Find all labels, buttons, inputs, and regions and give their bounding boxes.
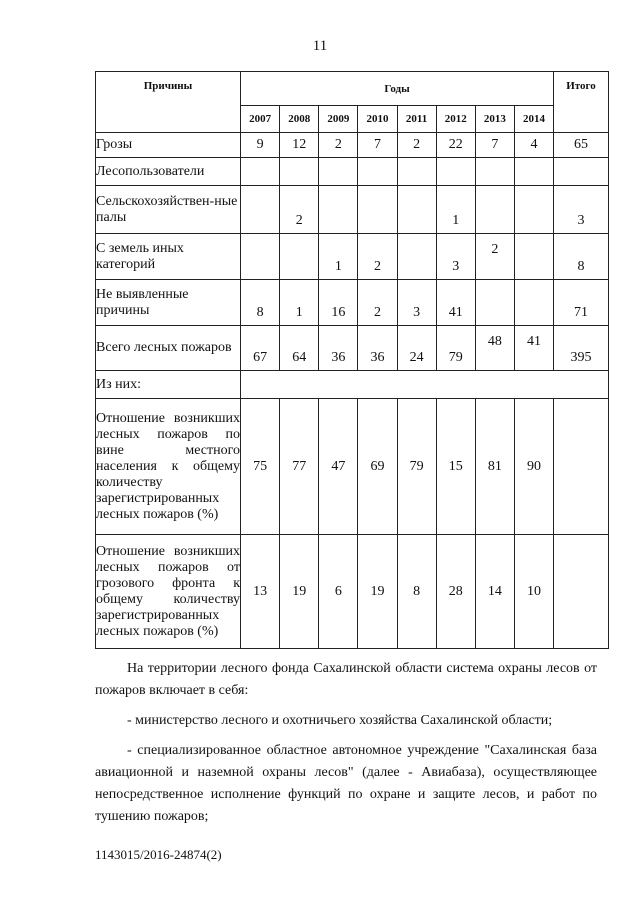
table-cell (241, 158, 280, 186)
table-cell: 19 (280, 535, 319, 649)
table-row (96, 158, 609, 186)
table-cell (475, 280, 514, 326)
table-cell: 16 (319, 280, 358, 326)
row-label: Из них: (96, 371, 241, 399)
table-cell (514, 234, 553, 280)
table-row (96, 399, 609, 535)
header-years: Годы (241, 72, 554, 106)
year-header: 2010 (358, 106, 397, 133)
table-cell: 79 (397, 399, 436, 535)
table-row (96, 186, 609, 234)
table-cell: 9 (241, 133, 280, 158)
table-cell: 36 (319, 326, 358, 371)
table-cell (514, 280, 553, 326)
table-cell: 2 (280, 186, 319, 234)
table-cell (319, 186, 358, 234)
table-cell: 1 (436, 186, 475, 234)
table-cell: 1 (280, 280, 319, 326)
table-cell: 24 (397, 326, 436, 371)
header-reasons: Причины (96, 72, 241, 133)
year-header: 2013 (475, 106, 514, 133)
row-label: Лесопользователи (96, 158, 241, 186)
row-total: 65 (554, 133, 609, 158)
table-cell: 48 (475, 326, 514, 371)
row-label: Отношение возникших лесных пожаров по вине местного населения к общему количеству зарегистрированных лесных пожаров (%) (96, 399, 241, 535)
forest-fire-causes-table (95, 71, 609, 649)
row-total (554, 399, 609, 535)
table-cell (397, 158, 436, 186)
year-header: 2014 (514, 106, 553, 133)
table-row (96, 326, 609, 371)
table-cell: 36 (358, 326, 397, 371)
table-cell: 81 (475, 399, 514, 535)
table-cell: 7 (358, 133, 397, 158)
table-cell (397, 186, 436, 234)
page-number: 11 (312, 38, 328, 54)
header-total: Итого (554, 72, 609, 133)
table-cell: 79 (436, 326, 475, 371)
table-cell: 8 (241, 280, 280, 326)
table-cell (475, 158, 514, 186)
row-total (554, 535, 609, 649)
table-row (96, 234, 609, 280)
table-cell: 67 (241, 326, 280, 371)
table-cell: 19 (358, 535, 397, 649)
table-cell: 10 (514, 535, 553, 649)
year-header: 2007 (241, 106, 280, 133)
row-label: Всего лесных пожаров (96, 326, 241, 371)
table-cell (280, 234, 319, 280)
table-cell (241, 186, 280, 234)
row-label: С земель иных категорий (96, 234, 241, 280)
table-cell: 22 (436, 133, 475, 158)
table-cell: 4 (514, 133, 553, 158)
body-paragraph: На территории лесного фонда Сахалинской области система охраны лесов от пожаров включает в себя: (95, 661, 597, 698)
table-cell: 69 (358, 399, 397, 535)
body-list-item: - специализированное областное автономное учреждение "Сахалинская база авиационной и наземной охраны лесов" (далее - Авиабаза), осуществляющее непосредственное исполнение функций по охране и защите лесов, и работ по тушению пожаров; (95, 743, 597, 824)
table-cell: 2 (358, 280, 397, 326)
table-row (96, 371, 609, 399)
table-cell (280, 158, 319, 186)
year-header: 2008 (280, 106, 319, 133)
row-total: 3 (554, 186, 609, 234)
table-cell (475, 186, 514, 234)
row-label: Отношение возникших лесных пожаров от грозового фронта к общему количеству зарегистрированных лесных пожаров (%) (96, 535, 241, 649)
year-header: 2009 (319, 106, 358, 133)
year-header: 2012 (436, 106, 475, 133)
table-cell: 8 (397, 535, 436, 649)
table-cell (397, 234, 436, 280)
row-label: Сельскохозяйствен-ные палы (96, 186, 241, 234)
table-cell: 3 (397, 280, 436, 326)
table-cell: 2 (475, 234, 514, 280)
table-cell: 3 (436, 234, 475, 280)
table-cell: 6 (319, 535, 358, 649)
table-cell: 12 (280, 133, 319, 158)
table-row (96, 535, 609, 649)
table-cell: 90 (514, 399, 553, 535)
table-cell: 64 (280, 326, 319, 371)
table-cell: 47 (319, 399, 358, 535)
table-cell (358, 186, 397, 234)
table-cell: 28 (436, 535, 475, 649)
table-cell (514, 186, 553, 234)
table-cell: 2 (358, 234, 397, 280)
row-total (554, 158, 609, 186)
row-label: Не выявленные причины (96, 280, 241, 326)
row-total: 71 (554, 280, 609, 326)
table-cell (319, 158, 358, 186)
table-cell: 13 (241, 535, 280, 649)
table-cell (358, 158, 397, 186)
table-row (96, 280, 609, 326)
table-cell: 77 (280, 399, 319, 535)
table-cell: 2 (397, 133, 436, 158)
table-cell: 41 (436, 280, 475, 326)
table-cell: 75 (241, 399, 280, 535)
table-cell (514, 158, 553, 186)
body-list-item: - министерство лесного и охотничьего хозяйства Сахалинской области; (127, 713, 553, 728)
table-cell: 14 (475, 535, 514, 649)
table-row (96, 133, 609, 158)
table-cell: 41 (514, 326, 553, 371)
table-cell-empty (241, 371, 609, 399)
row-total: 8 (554, 234, 609, 280)
table-cell: 1 (319, 234, 358, 280)
table-cell: 7 (475, 133, 514, 158)
row-total: 395 (554, 326, 609, 371)
table-cell (436, 158, 475, 186)
table-cell (241, 234, 280, 280)
table-cell: 15 (436, 399, 475, 535)
table-header-row (96, 72, 609, 106)
year-header: 2011 (397, 106, 436, 133)
table-cell: 2 (319, 133, 358, 158)
document-code: 1143015/2016-24874(2) (95, 847, 222, 862)
row-label: Грозы (96, 133, 241, 158)
